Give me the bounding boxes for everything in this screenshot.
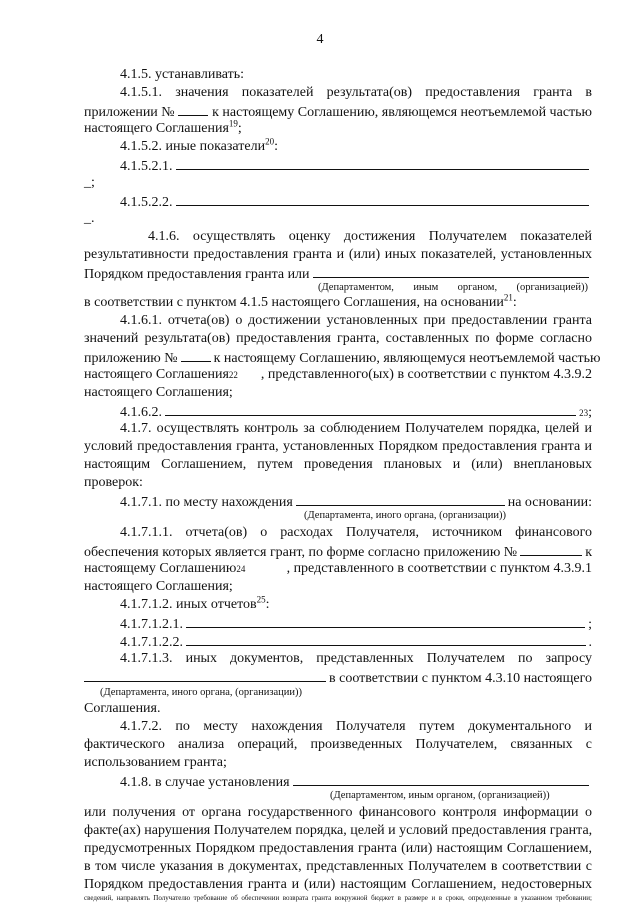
clause-4-1-6: 4.1.6. осуществлять оценку достижения Получателем показателей (148, 229, 592, 244)
text-line (84, 542, 592, 560)
field-caption: (Департаментом, иным органом, (организацией)) (330, 790, 550, 801)
text-fragment: в соответствии с пунктом 4.3.10 настоящего (329, 671, 592, 686)
text-line: _; (84, 175, 95, 190)
text-line: предусмотренных Порядком предоставления гранта (или) настоящим Соглашением, (84, 841, 592, 856)
clause-4-1-5-1: 4.1.5.1. значения показателей результата(ов) предоставления гранта в (120, 85, 592, 100)
text-line: Порядком предоставления гранта и (или) настоящим Соглашением, недостоверных (84, 877, 592, 892)
clause-4-1-7-1-2-1 (120, 614, 592, 632)
clause-4-1-5-2-1 (120, 156, 592, 174)
blank-field (293, 772, 589, 786)
clause-4-1-8 (120, 772, 592, 790)
text-fragment: , представленного в соответствии с пунктом 4.3.9.1 (286, 561, 592, 576)
clause-4-1-5: 4.1.5. устанавливать: (120, 67, 244, 82)
text-fragment: в соответствии с пунктом 4.1.5 настоящего Соглашения, на основании (84, 295, 504, 310)
text-line: настоящим Соглашением, путем проведения плановых и (или) внеплановых (84, 457, 592, 472)
text-fragment: к настоящему Соглашению, являющемся неотъемлемой частью (212, 105, 592, 120)
text-fragment: 4.1.6.2. (120, 405, 162, 420)
text-fragment: сведений, направлять Получателю требование об обеспечении возврата гранта в (84, 894, 338, 902)
footnote-ref: 19 (228, 118, 238, 129)
text-line (84, 348, 601, 366)
text-line (84, 102, 592, 120)
text-fragment: : (265, 597, 270, 612)
blank-field (165, 402, 576, 416)
text-fragment: 4.1.5.2.2. (120, 195, 173, 210)
clause-4-1-5-2 (120, 138, 592, 156)
clause-4-1-7-1 (120, 492, 592, 510)
text-fragment: обеспечения которых является грант, по форме согласно приложению № (84, 545, 518, 560)
text-fragment: 4.1.8. в случае установления (120, 775, 290, 790)
text-fragment: 4.1.5.2. иные показатели (120, 139, 266, 154)
text-line (84, 264, 592, 282)
field-caption: (Департамента, иного органа, (организации)) (100, 687, 303, 698)
field-caption: (Департаментом, иным органом, (организацией)) (318, 282, 588, 293)
text-fragment: ; (588, 405, 592, 420)
text-fragment: 4.1.7.1.2.1. (120, 617, 183, 632)
clause-4-1-5-2-2 (120, 192, 592, 210)
text-line (84, 668, 592, 686)
text-line: факте(ах) нарушения Получателем порядка, целей и условий предоставления гранта, (84, 823, 593, 838)
text-line: настоящего Соглашения; (84, 579, 233, 594)
text-line: проверок: (84, 475, 143, 490)
footnote-ref: 25 (256, 594, 266, 605)
clause-4-1-7-1-3: 4.1.7.1.3. иных документов, представленных Получателем по запросу (120, 651, 592, 666)
blank-field (176, 156, 590, 170)
blank-field (178, 102, 208, 116)
clause-4-1-6-2: 4.1.6.2. 23 ; (120, 402, 592, 420)
clause-4-1-7-1-2-2 (120, 632, 592, 650)
field-caption: (Департамента, иного органа, (организации)) (304, 510, 507, 521)
text-fragment: : (512, 295, 517, 310)
text-line: _. (84, 211, 95, 226)
text-line: настоящего Соглашения 22 , представленного(ых) в соответствии с пунктом 4.3.9.2 (84, 367, 592, 382)
text-fragment: к (585, 545, 592, 560)
text-line: настоящего Соглашения; (84, 385, 233, 400)
text-fragment: настоящему Соглашению (84, 561, 237, 576)
blank-field (181, 348, 211, 362)
text-fragment: к настоящему Соглашению, являющемуся неотъемлемой частью (213, 351, 601, 366)
blank-field (176, 192, 590, 206)
text-line: использованием гранта; (84, 755, 227, 770)
blank-field (520, 542, 582, 556)
text-fragment: ; (588, 617, 592, 632)
text-fragment: Порядком предоставления гранта или (84, 267, 310, 282)
text-fragment: ; (237, 121, 242, 136)
text-line: настоящему Соглашению 24 , представленного в соответствии с пунктом 4.3.9.1 (84, 561, 592, 576)
text-fragment: 4.1.7.1.2. иных отчетов (120, 597, 257, 612)
clause-4-1-7-1-2 (120, 596, 592, 614)
text-fragment: приложению № (84, 351, 178, 366)
text-line: в том числе указания в документах, представленных Получателем в соответствии с (84, 859, 592, 874)
clause-4-1-7-1-1: 4.1.7.1.1. отчета(ов) о расходах Получателя, источником финансового (120, 525, 592, 540)
blank-field (296, 492, 505, 506)
clause-4-1-7-2: 4.1.7.2. по месту нахождения Получателя путем документального и (120, 719, 592, 734)
text-line: результативности предоставления гранта и (или) иных показателей, установленных (84, 247, 592, 262)
text-fragment: : (274, 139, 278, 154)
text-fragment: настоящего Соглашения (84, 367, 229, 382)
blank-field (313, 264, 589, 278)
footnote-ref: 21 (503, 292, 513, 303)
text-line: фактического анализа операций, произведенных Получателем, связанных с (84, 737, 592, 752)
text-fragment: , представленного(ых) в соответствии с пунктом 4.3.9.2 (260, 367, 592, 382)
text-line: или получения от органа государственного финансового контроля информации о (84, 805, 592, 820)
text-fragment: на основании: (507, 495, 592, 510)
text-line (84, 120, 592, 138)
blank-field (186, 632, 586, 646)
blank-field (84, 668, 326, 682)
footnote-ref: 20 (265, 136, 275, 147)
text-fragment: . (588, 635, 592, 650)
text-fragment: 4.1.7.1. по месту нахождения (120, 495, 293, 510)
text-line: условий предоставления гранта, установленных Порядком предоставления гранта и (84, 439, 592, 454)
page-number: 4 (316, 32, 324, 47)
text-line: Соглашения. (84, 701, 161, 716)
text-fragment: 4.1.5.2.1. (120, 159, 173, 174)
blank-field (186, 614, 585, 628)
text-fragment: приложении № (84, 105, 175, 120)
text-line (84, 294, 592, 312)
text-line (84, 891, 592, 905)
clause-4-1-6-1: 4.1.6.1. отчета(ов) о достижении установленных при предоставлении гранта (120, 313, 592, 328)
text-fragment: 4.1.7.1.2.2. (120, 635, 183, 650)
text-fragment: настоящего Соглашения (84, 121, 229, 136)
text-fragment: окружной бюджет в размере и в сроки, определенные в указанном требовании; (338, 894, 592, 902)
text-line: значений результата(ов) предоставления гранта, составленных по форме согласно (84, 331, 592, 346)
clause-4-1-7: 4.1.7. осуществлять контроль за соблюдением Получателем порядка, целей и (120, 421, 592, 436)
